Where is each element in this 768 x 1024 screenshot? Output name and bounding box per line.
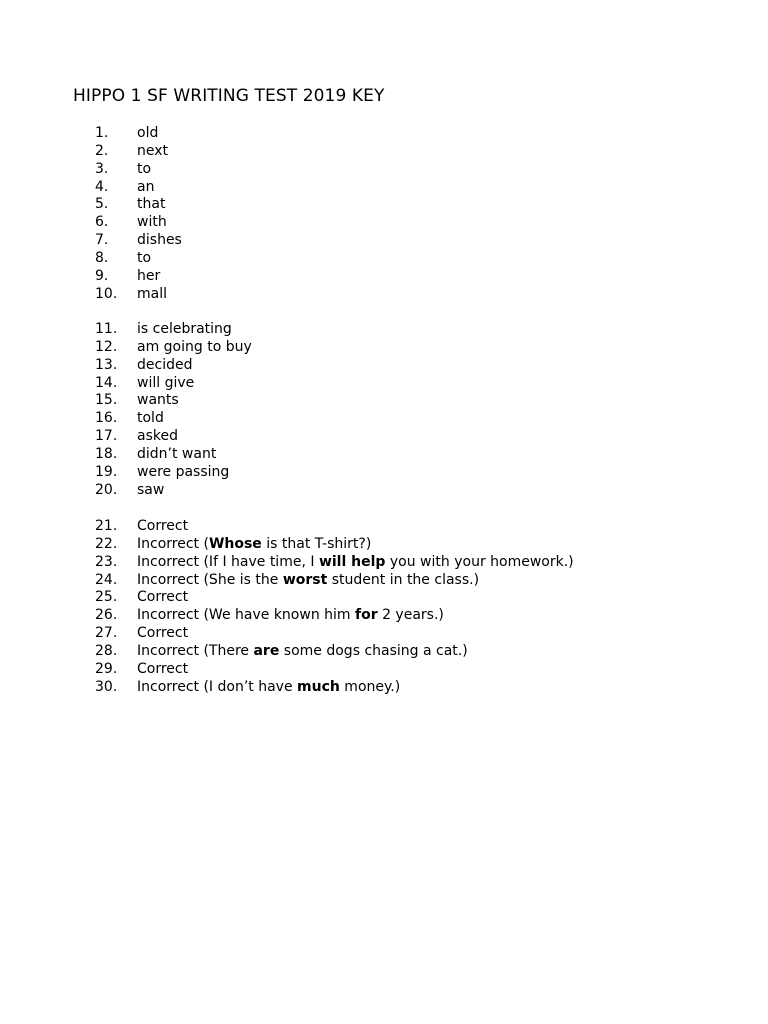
- answer-text-part: Incorrect (She is the: [137, 571, 283, 588]
- answer-number: 14.: [95, 374, 118, 391]
- answer-number: 20.: [95, 481, 118, 498]
- answer-text: [137, 464, 229, 482]
- answer-number: 30.: [95, 678, 118, 695]
- answer-text-part: Correct: [137, 625, 189, 642]
- answer-text: [137, 143, 168, 161]
- answer-text-part: Correct: [137, 660, 189, 677]
- answer-text-part: Incorrect (There: [137, 642, 254, 659]
- answer-text: [137, 589, 188, 607]
- answer-number: 25.: [95, 589, 118, 606]
- answer-text-part: wants: [137, 392, 179, 409]
- answer-number: 1.: [95, 125, 109, 141]
- answer-number: 2.: [95, 142, 109, 159]
- answer-number: 8.: [95, 249, 109, 266]
- answer-text-part: Incorrect (: [137, 535, 209, 552]
- answer-item: [0, 392, 768, 410]
- answer-item: [0, 482, 768, 500]
- answer-text-part: next: [137, 142, 169, 159]
- answer-item: [0, 589, 768, 607]
- answer-number: 6.: [95, 214, 109, 231]
- answer-text-part: some dogs chasing a cat.): [279, 642, 468, 659]
- answer-text-part: decided: [137, 356, 193, 373]
- answer-text: [137, 410, 164, 428]
- answer-text-part: didn’t want: [137, 445, 217, 462]
- answer-text-part: mall: [137, 285, 167, 302]
- answer-item: [0, 286, 768, 304]
- answer-correction-bold: much: [297, 678, 340, 695]
- answer-item: [0, 196, 768, 214]
- answer-text: [137, 482, 164, 500]
- answer-number: 23.: [95, 553, 118, 570]
- answer-item: [0, 268, 768, 286]
- answer-item: [0, 339, 768, 357]
- answer-number: 4.: [95, 178, 109, 195]
- answer-text: [137, 161, 151, 179]
- answer-text: [137, 339, 252, 357]
- answer-item: [0, 375, 768, 393]
- answer-item: [0, 518, 768, 536]
- answer-item: [0, 214, 768, 232]
- answer-number: 27.: [95, 625, 118, 642]
- answer-text: [137, 428, 178, 446]
- answer-text-part: is that T-shirt?): [261, 535, 372, 552]
- answer-item: [0, 428, 768, 446]
- answer-text: [137, 357, 192, 375]
- answer-correction-bold: for: [355, 607, 378, 624]
- answer-section-1: [0, 125, 768, 303]
- answer-item: [0, 607, 768, 625]
- answer-text-part: asked: [137, 428, 178, 445]
- answer-text: [137, 268, 160, 286]
- answer-text-part: is celebrating: [137, 321, 232, 337]
- answer-text-part: 2 years.): [377, 607, 444, 624]
- answer-number: 22.: [95, 535, 118, 552]
- answer-text-part: with: [137, 214, 167, 231]
- answer-text: [137, 572, 479, 590]
- answer-number: 19.: [95, 463, 118, 480]
- answer-item: [0, 643, 768, 661]
- answer-text: [137, 446, 216, 464]
- answer-number: 28.: [95, 642, 118, 659]
- answer-item: [0, 661, 768, 679]
- answer-text-part: her: [137, 267, 161, 284]
- document-title: HIPPO 1 SF WRITING TEST 2019 KEY: [73, 86, 385, 106]
- answer-text-part: Correct: [137, 589, 189, 606]
- answer-text: [137, 250, 151, 268]
- answer-correction-bold: worst: [282, 571, 328, 588]
- answer-item: [0, 464, 768, 482]
- answer-item: [0, 179, 768, 197]
- answer-text: [137, 392, 179, 410]
- answer-item: [0, 161, 768, 179]
- answer-text-part: to: [137, 249, 152, 266]
- answer-correction-bold: will help: [318, 553, 386, 570]
- answer-text-part: were passing: [137, 463, 230, 480]
- answer-text-part: an: [137, 178, 155, 195]
- answer-number: 17.: [95, 428, 118, 445]
- answer-number: 29.: [95, 660, 118, 677]
- answer-text: [137, 554, 574, 572]
- answer-text-part: that: [137, 196, 166, 213]
- answer-number: 11.: [95, 321, 118, 337]
- answer-number: 16.: [95, 410, 118, 427]
- answer-text-part: Correct: [137, 518, 189, 534]
- answer-text: [137, 661, 188, 679]
- answer-section-2: [0, 321, 768, 499]
- answer-text-part: money.): [339, 678, 401, 695]
- answer-correction-bold: Whose: [208, 535, 262, 552]
- answer-section-3: [0, 518, 768, 696]
- answer-text: [137, 607, 444, 625]
- answer-number: 10.: [95, 285, 118, 302]
- answer-text: [137, 625, 188, 643]
- answer-text: [137, 214, 167, 232]
- answer-text: [137, 321, 232, 339]
- answer-text: [137, 196, 165, 214]
- answer-text-part: Incorrect (If I have time, I: [137, 553, 319, 570]
- answer-number: 26.: [95, 607, 118, 624]
- answer-item: [0, 410, 768, 428]
- answer-text-part: to: [137, 160, 152, 177]
- answer-number: 24.: [95, 571, 118, 588]
- answer-item: [0, 572, 768, 590]
- answer-text-part: dishes: [137, 232, 182, 249]
- answer-text: [137, 286, 167, 304]
- answer-number: 12.: [95, 338, 118, 355]
- answer-text: [137, 375, 194, 393]
- answer-item: [0, 232, 768, 250]
- answer-text-part: told: [137, 410, 164, 427]
- answer-item: [0, 321, 768, 339]
- answer-number: 18.: [95, 445, 118, 462]
- answer-item: [0, 679, 768, 697]
- answer-number: 21.: [95, 518, 118, 534]
- answer-text-part: you with your homework.): [385, 553, 574, 570]
- answer-item: [0, 554, 768, 572]
- answer-number: 7.: [95, 232, 109, 249]
- answer-text-part: am going to buy: [137, 338, 252, 355]
- answer-correction-bold: are: [253, 642, 280, 659]
- answer-number: 13.: [95, 356, 118, 373]
- answer-item: [0, 250, 768, 268]
- answer-text: [137, 643, 468, 661]
- answer-text-part: Incorrect (I don’t have: [137, 678, 298, 695]
- answer-text-part: saw: [137, 481, 165, 498]
- answer-text: [137, 179, 154, 197]
- answer-text: [137, 125, 158, 143]
- answer-text-part: Incorrect (We have known him: [137, 607, 355, 624]
- answer-number: 5.: [95, 196, 109, 213]
- answer-item: [0, 625, 768, 643]
- answer-text: [137, 518, 188, 536]
- answer-text: [137, 679, 400, 697]
- answer-number: 15.: [95, 392, 118, 409]
- answer-text-part: student in the class.): [327, 571, 480, 588]
- answer-number: 9.: [95, 267, 109, 284]
- answer-text-part: old: [137, 125, 159, 141]
- answer-item: [0, 536, 768, 554]
- answer-text: [137, 232, 182, 250]
- answer-item: [0, 125, 768, 143]
- answer-item: [0, 446, 768, 464]
- answer-number: 3.: [95, 160, 109, 177]
- answer-text: [137, 536, 371, 554]
- answer-item: [0, 143, 768, 161]
- answer-text-part: will give: [137, 374, 195, 391]
- answer-item: [0, 357, 768, 375]
